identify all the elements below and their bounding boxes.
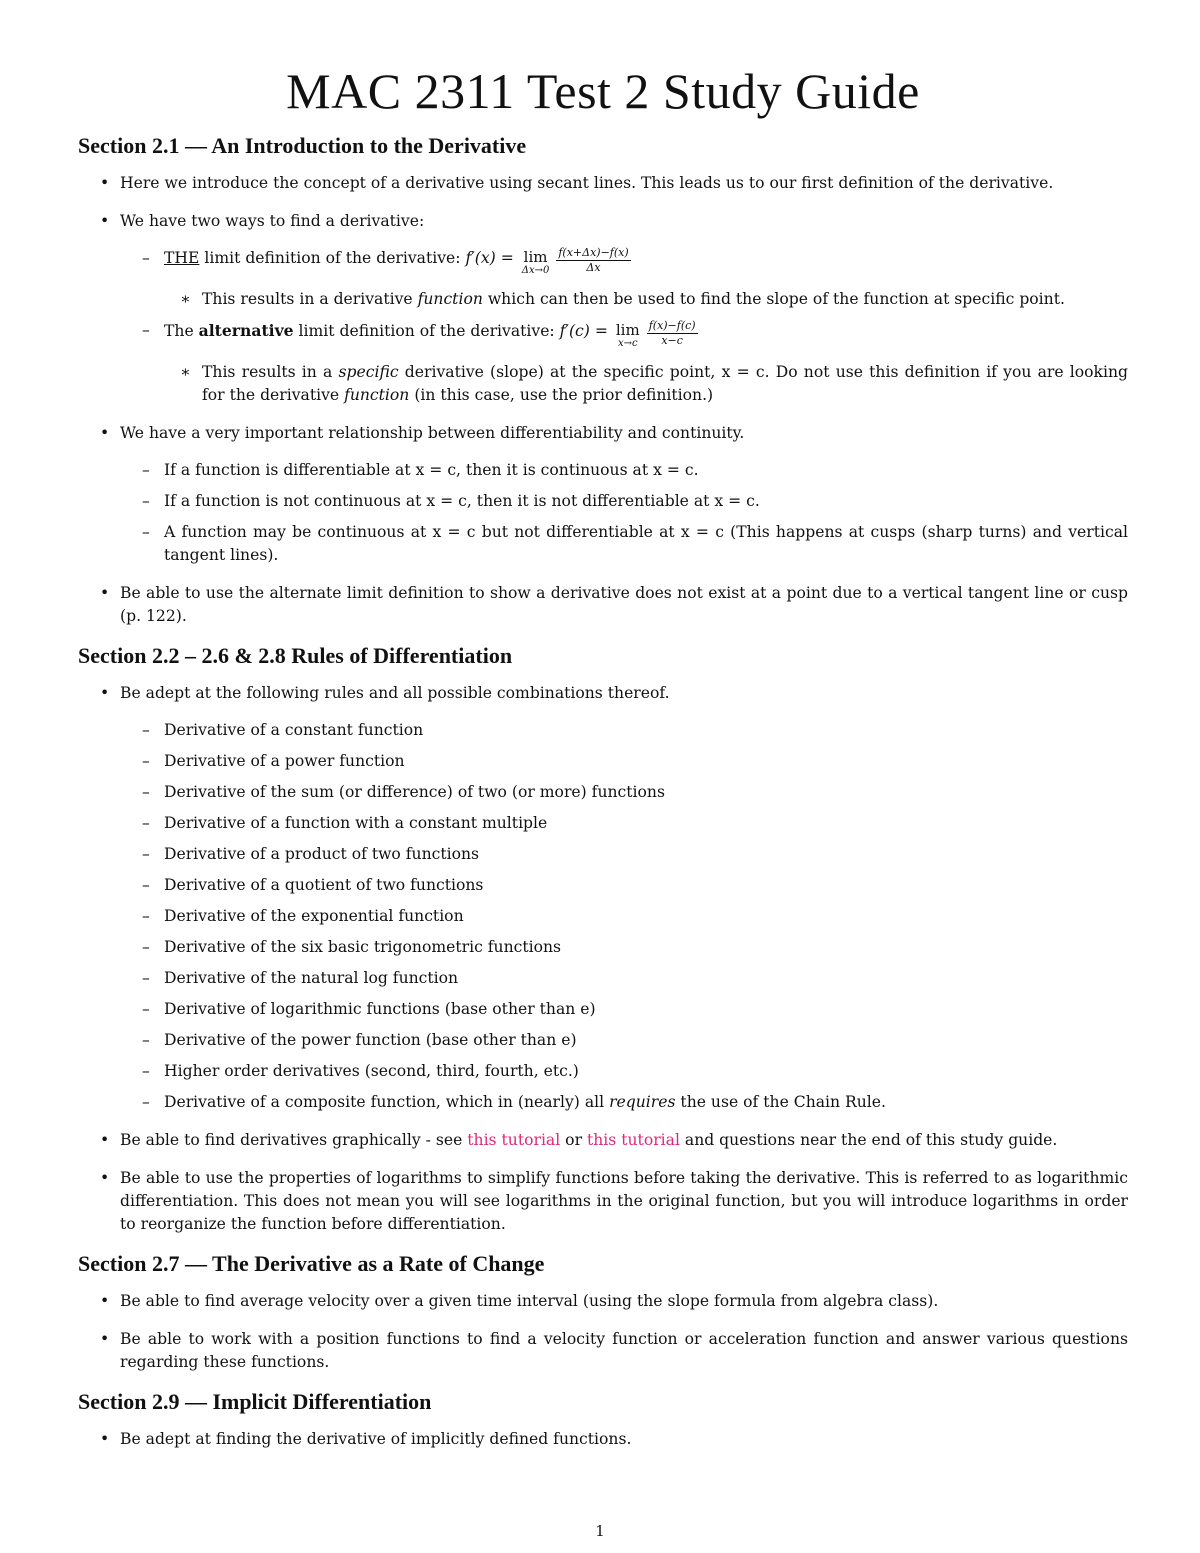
- rule-item: – Derivative of a constant function: [120, 719, 1128, 742]
- rule-item: – Derivative of the sum (or difference) of two (or more) functions: [120, 781, 1128, 804]
- definition-text: The: [164, 322, 199, 340]
- bullet-text: Be able to use the alternate limit definition to show a derivative does not exist at a point due to a vertical tangent line or cusp (p. 122).: [120, 584, 1128, 625]
- bullet-text: Be able to find average velocity over a given time interval (using the slope formula from algebra class).: [120, 1292, 939, 1310]
- fraction-denominator: Δx: [586, 261, 601, 274]
- list-item: [78, 682, 1128, 1114]
- bullet-text: Be adept at the following rules and all possible combinations thereof.: [120, 684, 670, 702]
- bullet-text: We have two ways to find a derivative:: [120, 212, 425, 230]
- rule-text: Derivative of a composite function, which in (nearly) all: [164, 1093, 610, 1111]
- fraction-numerator: f(x+Δx)−f(x): [558, 246, 629, 259]
- lim-text: lim: [523, 248, 548, 266]
- section-heading-2-2: Section 2.2 – 2.6 & 2.8 Rules of Differentiation: [78, 643, 513, 668]
- list-item: [78, 1167, 1128, 1236]
- the-emphasis: THE: [164, 249, 200, 267]
- derivative-definitions: [120, 247, 1128, 407]
- rule-item: – Derivative of logarithmic functions (base other than e): [120, 998, 1128, 1021]
- list-item: [78, 422, 1128, 567]
- list-item: – A function may be continuous at x = c but not differentiable at x = c (This happens at cusps (sharp turns) and vertical tangent lines).: [120, 521, 1128, 567]
- rule-item: – Derivative of a product of two functions: [120, 843, 1128, 866]
- section-2-9-list: [78, 1428, 1128, 1451]
- page-number: 1: [595, 1522, 605, 1540]
- note-emphasis: function: [344, 386, 410, 404]
- rule-item: – Derivative of the power function (base other than e): [120, 1029, 1128, 1052]
- rule-item: – Derivative of the natural log function: [120, 967, 1128, 990]
- section-2-7-list: [78, 1290, 1128, 1374]
- rule-emphasis: requires: [609, 1093, 676, 1111]
- rule-item: – Derivative of a power function: [120, 750, 1128, 773]
- rules-list: [120, 719, 1128, 1114]
- limit-operator: [616, 323, 640, 351]
- section-heading-2-7: Section 2.7 — The Derivative as a Rate of Change: [78, 1251, 545, 1276]
- bullet-text: Here we introduce the concept of a derivative using secant lines. This leads us to our first definition of the derivative.: [120, 174, 1054, 192]
- lim-subscript: x→c: [617, 338, 638, 349]
- continuity-list: [120, 459, 1128, 567]
- list-item: [164, 288, 1128, 311]
- page-title: MAC 2311 Test 2 Study Guide: [286, 63, 920, 119]
- list-item: – If a function is not continuous at x = c, then it is not differentiable at x = c.: [120, 490, 1128, 513]
- rule-item: – Derivative of the exponential function: [120, 905, 1128, 928]
- list-item: – If a function is differentiable at x = c, then it is continuous at x = c.: [120, 459, 1128, 482]
- rule-item: – Derivative of a quotient of two functions: [120, 874, 1128, 897]
- bullet-text: Be able to work with a position functions to find a velocity function or acceleration function and answer various questions regarding these functions.: [120, 1330, 1128, 1371]
- rule-item: – Derivative of the six basic trigonometric functions: [120, 936, 1128, 959]
- list-item: [78, 1129, 1128, 1152]
- list-item: [78, 210, 1128, 407]
- list-item: [78, 1428, 1128, 1451]
- limit-operator: [522, 250, 550, 278]
- lim-text: lim: [615, 321, 640, 339]
- note-text: This results in a derivative: [202, 290, 418, 308]
- bullet-text: Be able to use the properties of logarithms to simplify functions before taking the derivative. This is referred to as logarithmic differentiation. This does not mean you will see logarithms in the original function, but you will introduce logarithms in order to reorganize the function before differentiation.: [120, 1169, 1128, 1233]
- alternative-definition-notes: [164, 361, 1128, 407]
- bullet-text: and questions near the end of this study guide.: [679, 1131, 1058, 1149]
- list-item: [164, 361, 1128, 407]
- note-text: This results in a: [202, 363, 339, 381]
- list-item: [78, 1328, 1128, 1374]
- note-text: derivative (slope) at the specific point, x = c. Do not use this definition if you are looking for the derivative: [202, 363, 1128, 404]
- lim-subscript: Δx→0: [521, 265, 550, 276]
- formula-lhs: f′(x) =: [465, 249, 514, 267]
- note-text: (in this case, use the prior definition.): [409, 386, 714, 404]
- limit-definition: [120, 247, 1128, 311]
- section-2-1-list: [78, 172, 1128, 628]
- section-2-2-list: [78, 682, 1128, 1236]
- fraction-numerator: f(x)−f(c): [648, 319, 696, 332]
- bullet-text: or: [560, 1131, 587, 1149]
- rule-item: – Derivative of a function with a constant multiple: [120, 812, 1128, 835]
- list-item: [78, 172, 1128, 195]
- note-text: which can then be used to find the slope of the function at specific point.: [482, 290, 1065, 308]
- rule-item: – Higher order derivatives (second, third, fourth, etc.): [120, 1060, 1128, 1083]
- tutorial-link-2[interactable]: this tutorial: [586, 1131, 680, 1149]
- section-heading-2-1: Section 2.1 — An Introduction to the Derivative: [78, 133, 527, 158]
- bullet-text: Be adept at finding the derivative of implicitly defined functions.: [120, 1430, 632, 1448]
- rule-item: [120, 1091, 1128, 1114]
- alternative-emphasis: alternative: [198, 321, 294, 340]
- limit-definition-notes: [164, 288, 1128, 311]
- bullet-text: We have a very important relationship between differentiability and continuity.: [120, 424, 745, 442]
- definition-text: limit definition of the derivative:: [199, 249, 466, 267]
- formula-lhs: f′(c) =: [559, 322, 608, 340]
- list-item: [78, 582, 1128, 628]
- difference-quotient: [647, 320, 698, 347]
- tutorial-link-1[interactable]: this tutorial: [467, 1131, 561, 1149]
- note-emphasis: function: [417, 290, 483, 308]
- section-heading-2-9: Section 2.9 — Implicit Differentiation: [78, 1389, 432, 1414]
- definition-text: limit definition of the derivative:: [293, 322, 560, 340]
- list-item: [78, 1290, 1128, 1313]
- bullet-text: Be able to find derivatives graphically - see: [120, 1131, 468, 1149]
- note-emphasis: specific: [338, 363, 399, 381]
- difference-quotient: [556, 247, 630, 274]
- fraction-denominator: x−c: [661, 334, 683, 347]
- alternative-definition: [120, 319, 1128, 407]
- rule-text: the use of the Chain Rule.: [675, 1093, 886, 1111]
